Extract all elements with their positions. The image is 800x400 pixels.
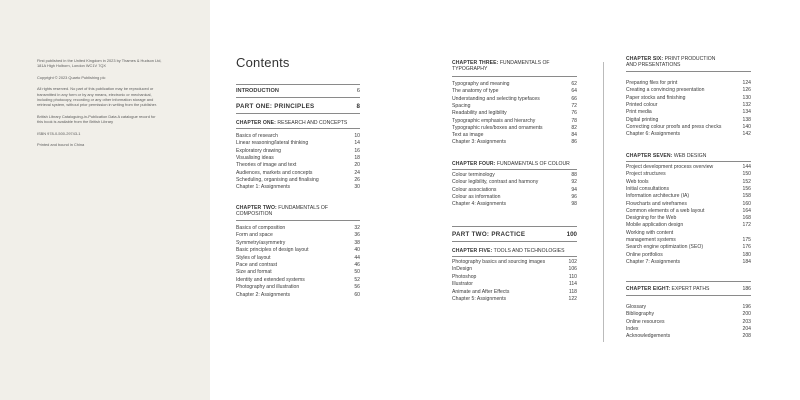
imprint-publisher: First published in the United Kingdom in 2023 by Thames & Hudson Ltd, 181A High Holborn, London WC1V 7QX bbox=[37, 58, 162, 69]
toc-page-number: 106 bbox=[568, 266, 577, 273]
toc-page-number: 126 bbox=[742, 87, 751, 94]
toc-page-number: 14 bbox=[354, 140, 360, 147]
toc-entry-title: Spacing bbox=[452, 102, 471, 109]
toc-page-number: 142 bbox=[742, 131, 751, 138]
toc-page-number: 32 bbox=[354, 225, 360, 231]
toc-page-number: 180 bbox=[742, 251, 751, 258]
toc-entry-title: Information architecture (IA) bbox=[626, 193, 690, 200]
toc-part-one[interactable] bbox=[236, 103, 360, 110]
chapter-seven-heading[interactable]: CHAPTER SEVEN: WEB DESIGN bbox=[626, 153, 707, 159]
toc-entry-title: INTRODUCTION bbox=[236, 88, 279, 94]
toc-entry-title: Typography and meaning bbox=[452, 81, 510, 87]
toc-page-number: 38 bbox=[354, 239, 360, 246]
toc-entry-title: Chapter 6: Assignments bbox=[626, 131, 681, 138]
toc-entry-title: Creating a convincing presentation bbox=[626, 87, 705, 94]
imprint-cataloguing: British Library Cataloguing-in-Publication Data A catalogue record for this book is available from the British Library bbox=[37, 113, 156, 125]
divider bbox=[236, 220, 360, 221]
toc-page-number: 102 bbox=[568, 259, 577, 265]
toc-page-number: 140 bbox=[742, 123, 751, 130]
toc-page-number: 20 bbox=[354, 162, 360, 169]
divider bbox=[626, 161, 751, 162]
imprint-isbn: ISBN 978-0-500-29743-1 bbox=[37, 130, 81, 136]
toc-entry-title: Basics of research bbox=[236, 133, 278, 139]
toc-entry-title: Styles of layout bbox=[236, 254, 271, 261]
toc-page-number: 110 bbox=[568, 273, 577, 280]
toc-page-number: 40 bbox=[354, 247, 360, 254]
toc-entry-title: Theories of image and text bbox=[236, 162, 297, 169]
toc-page-number: 36 bbox=[354, 232, 360, 239]
toc-page-number: 175 bbox=[742, 237, 751, 243]
toc-entry-title: Chapter 5: Assignments bbox=[452, 296, 507, 302]
toc-entry-title: Mobile application design bbox=[626, 222, 684, 229]
toc-page-number: 152 bbox=[742, 178, 751, 185]
divider bbox=[236, 113, 360, 114]
toc-entry-title: Online portfolios bbox=[626, 251, 663, 258]
chapter-five-heading[interactable]: CHAPTER FIVE: TOOLS AND TECHNOLOGIES bbox=[452, 248, 565, 254]
toc-entry-title: Form and space bbox=[236, 232, 273, 239]
toc-entry-title: Online resources bbox=[626, 318, 665, 325]
toc-page-number: 6 bbox=[356, 88, 360, 94]
toc-page-number: 158 bbox=[742, 193, 751, 200]
toc-part-two[interactable] bbox=[452, 231, 577, 238]
toc-entry-title: Animate and After Effects bbox=[452, 288, 510, 295]
toc-page-number: 132 bbox=[742, 101, 751, 108]
toc-entry-title: Chapter 2: Assignments bbox=[236, 291, 291, 298]
toc-entry-title: Illustrator bbox=[452, 281, 473, 288]
chapter-three-heading[interactable]: CHAPTER THREE: FUNDAMENTALS OF TYPOGRAPHY bbox=[452, 60, 550, 72]
toc-entry-title: Index bbox=[626, 325, 639, 332]
divider bbox=[236, 84, 360, 85]
toc-entry-title: Designing for the Web bbox=[626, 215, 677, 222]
toc-page-number: 56 bbox=[354, 284, 360, 291]
toc-entry-title: The anatomy of type bbox=[452, 88, 499, 95]
toc-entry-title: Acknowledgements bbox=[626, 333, 671, 340]
toc-entry-title: Photoshop bbox=[452, 273, 477, 280]
toc-entry-title: Exploratory drawing bbox=[236, 147, 282, 154]
toc-entry-title: Print media bbox=[626, 109, 652, 116]
divider bbox=[452, 241, 577, 242]
divider bbox=[452, 256, 577, 257]
toc-page-number: 164 bbox=[742, 207, 751, 214]
toc-page-number: 82 bbox=[571, 124, 577, 131]
toc-entry-title: Project development process overview bbox=[626, 164, 714, 170]
toc-entry-title: Preparing files for print bbox=[626, 80, 678, 86]
toc-entry-title: Chapter 1: Assignments bbox=[236, 184, 291, 191]
toc-page-number: 172 bbox=[742, 222, 751, 229]
divider bbox=[452, 169, 577, 170]
toc-entry-title: Correcting colour proofs and press checks bbox=[626, 123, 722, 130]
toc-entry-title: Paper stocks and finishing bbox=[626, 94, 686, 101]
toc-page-number: 100 bbox=[566, 231, 577, 238]
toc-introduction[interactable] bbox=[236, 88, 360, 94]
toc-page-number: 156 bbox=[742, 185, 751, 192]
imprint-block bbox=[37, 58, 162, 153]
toc-entry-title: Visualising ideas bbox=[236, 154, 274, 161]
toc-page-number: 8 bbox=[356, 103, 360, 110]
toc-page-number: 16 bbox=[354, 147, 360, 154]
toc-page-number: 144 bbox=[742, 164, 751, 170]
toc-entry-title: Typographic rules/boxes and ornaments bbox=[452, 124, 543, 131]
page-title: Contents bbox=[236, 55, 290, 70]
toc-page-number: 84 bbox=[571, 132, 577, 139]
toc-entry-title: Symmetry/asymmetry bbox=[236, 239, 286, 246]
toc-entry-title: Web tools bbox=[626, 178, 649, 185]
divider bbox=[236, 128, 360, 129]
toc-page-number: 204 bbox=[742, 325, 751, 332]
toc-entry-title: Pace and contrast bbox=[236, 262, 278, 268]
toc-entry-title: Chapter 3: Assignments bbox=[452, 139, 507, 146]
chapter-six-heading[interactable]: CHAPTER SIX: PRINT PRODUCTION AND PRESENTATIONS bbox=[626, 56, 716, 68]
toc-entry-title: Search engine optimization (SEO) bbox=[626, 244, 704, 251]
toc-page-number: 134 bbox=[742, 109, 751, 116]
part-title: PART TWO: PRACTICE bbox=[452, 231, 526, 238]
toc-page-number: 184 bbox=[742, 258, 751, 265]
toc-entry-title: Scheduling, organising and finalising bbox=[236, 176, 319, 183]
toc-page-number: 78 bbox=[571, 117, 577, 124]
left-page bbox=[0, 0, 210, 400]
divider bbox=[626, 295, 751, 296]
toc-entry-title: Common elements of a web layout bbox=[626, 207, 705, 214]
toc-page-number: 150 bbox=[742, 171, 751, 178]
toc-page-number: 98 bbox=[571, 201, 577, 208]
toc-page-number: 124 bbox=[742, 80, 751, 86]
toc-entry-title: Identity and extended systems bbox=[236, 276, 305, 283]
chapter-eight-heading[interactable]: CHAPTER EIGHT: EXPERT PATHS 186 bbox=[626, 286, 751, 292]
toc-entry-title: Size and format bbox=[236, 269, 272, 276]
toc-page-number: 200 bbox=[742, 311, 751, 318]
chapter-four-heading[interactable]: CHAPTER FOUR: FUNDAMENTALS OF COLOUR bbox=[452, 161, 570, 167]
toc-page-number: 24 bbox=[354, 169, 360, 176]
toc-entry-title: Photography basics and sourcing images bbox=[452, 259, 546, 265]
toc-entry-title: InDesign bbox=[452, 266, 473, 273]
toc-page-number: 114 bbox=[568, 281, 577, 288]
toc-page-number: 66 bbox=[571, 95, 577, 102]
toc-page-number: 92 bbox=[571, 179, 577, 186]
toc-page-number: 26 bbox=[354, 176, 360, 183]
toc-entry-title: Digital printing bbox=[626, 116, 659, 123]
toc-page-number: 10 bbox=[354, 133, 360, 139]
toc-page-number: 86 bbox=[571, 139, 577, 146]
toc-entry-title: Colour associations bbox=[452, 186, 497, 193]
toc-entry-title: management systems bbox=[626, 237, 676, 243]
toc-entry-title: Colour legibility, contrast and harmony bbox=[452, 179, 539, 186]
imprint-printed: Printed and bound in China bbox=[37, 142, 85, 148]
toc-page-number: 168 bbox=[742, 215, 751, 222]
toc-page-number: 60 bbox=[354, 291, 360, 298]
toc-entry-title: Colour terminology bbox=[452, 172, 495, 178]
toc-page-number: 130 bbox=[742, 94, 751, 101]
toc-entry-title: Text as image bbox=[452, 132, 484, 139]
toc-entry-title: Chapter 4: Assignments bbox=[452, 201, 507, 208]
toc-page-number: 46 bbox=[354, 262, 360, 268]
chapter-one-heading[interactable]: CHAPTER ONE: RESEARCH AND CONCEPTS bbox=[236, 120, 348, 126]
toc-page-number: 44 bbox=[354, 254, 360, 261]
divider bbox=[626, 281, 751, 282]
imprint-copyright: Copyright © 2023 Quarto Publishing plc bbox=[37, 74, 106, 80]
toc-page-number: 122 bbox=[568, 296, 577, 302]
part-title: PART ONE: PRINCIPLES bbox=[236, 103, 315, 110]
toc-page-number: 94 bbox=[571, 186, 577, 193]
toc-entry-title: Audiences, markets and concepts bbox=[236, 169, 313, 176]
toc-page-number: 186 bbox=[742, 286, 751, 292]
toc-entry-title: Chapter 7: Assignments bbox=[626, 258, 681, 265]
divider bbox=[452, 226, 577, 227]
divider bbox=[626, 71, 751, 72]
column-divider bbox=[603, 62, 604, 342]
toc-entry-title: Project structures bbox=[626, 171, 666, 178]
toc-page-number: 176 bbox=[742, 244, 751, 251]
toc-entry-title: Bibliography bbox=[626, 311, 655, 318]
toc-page-number: 203 bbox=[742, 318, 751, 325]
toc-entry-title: Typographic emphasis and hierarchy bbox=[452, 117, 536, 124]
toc-page-number: 76 bbox=[571, 110, 577, 117]
toc-entry-title: Basics of composition bbox=[236, 225, 286, 231]
toc-page-number: 72 bbox=[571, 102, 577, 109]
toc-page-number: 18 bbox=[354, 154, 360, 161]
divider bbox=[236, 97, 360, 98]
toc-page-number: 52 bbox=[354, 276, 360, 283]
divider bbox=[452, 76, 577, 77]
toc-page-number: 30 bbox=[354, 184, 360, 191]
toc-page-number: 62 bbox=[571, 81, 577, 87]
toc-page-number: 50 bbox=[354, 269, 360, 276]
toc-entry-title: Glossary bbox=[626, 304, 647, 310]
toc-entry-title: Printed colour bbox=[626, 101, 658, 108]
toc-page-number: 196 bbox=[742, 304, 751, 310]
toc-page-number: 96 bbox=[571, 193, 577, 200]
toc-entry-title: Understanding and selecting typefaces bbox=[452, 95, 540, 102]
toc-page-number: 88 bbox=[571, 172, 577, 178]
toc-entry-title: Linear reasoning/lateral thinking bbox=[236, 140, 309, 147]
toc-page-number: 208 bbox=[742, 333, 751, 340]
toc-entry-title: Working with content bbox=[626, 229, 674, 236]
toc-entry-title: Colour as information bbox=[452, 193, 501, 200]
toc-page-number: 160 bbox=[742, 200, 751, 207]
toc-entry-title: Photography and illustration bbox=[236, 284, 300, 291]
toc-entry-title: Flowcharts and wireframes bbox=[626, 200, 687, 207]
toc-entry-title: Basic principles of design layout bbox=[236, 247, 309, 254]
toc-page-number: 64 bbox=[571, 88, 577, 95]
toc-entry-title: Readability and legibility bbox=[452, 110, 507, 117]
toc-page-number: 118 bbox=[568, 288, 577, 295]
toc-page-number: 138 bbox=[742, 116, 751, 123]
toc-entry-title: Initial consultations bbox=[626, 185, 670, 192]
imprint-rights: All rights reserved. No part of this publication may be reproduced or transmitted in any form or by any means, electronic or mechanical, including photocopy, recording or any other information storage and retrieval system, without prior permission in writing from the publisher. bbox=[37, 86, 158, 108]
chapter-two-heading[interactable]: CHAPTER TWO: FUNDAMENTALS OF COMPOSITION bbox=[236, 205, 328, 217]
